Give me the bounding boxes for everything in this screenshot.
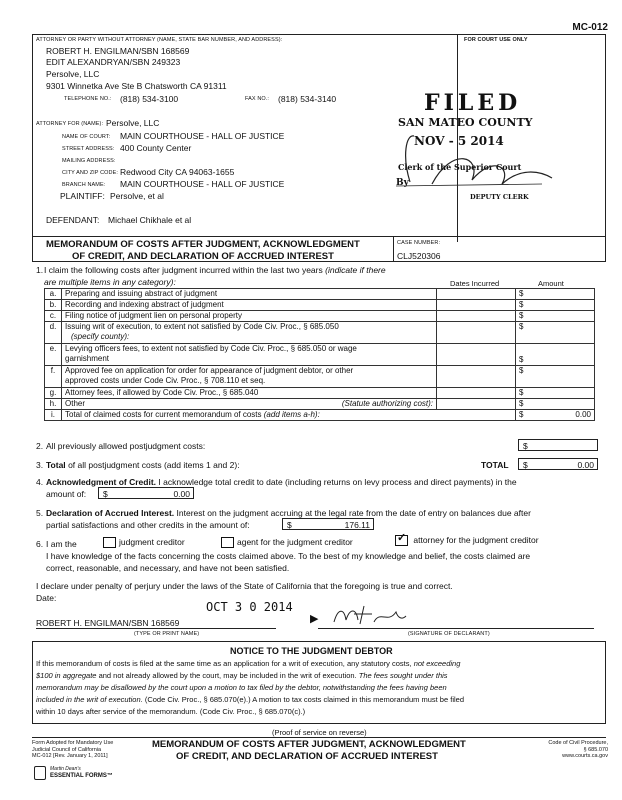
item5-num: 5. xyxy=(36,508,44,518)
clerk-signature xyxy=(392,126,562,198)
printed-name: ROBERT H. ENGILMAN/SBN 168569 xyxy=(36,618,180,628)
date-cell[interactable] xyxy=(437,344,516,366)
date-cell[interactable] xyxy=(437,300,516,311)
opt-attorney: attorney for the judgment creditor xyxy=(413,535,539,545)
form-id: MC-012 xyxy=(572,22,608,33)
item4-text2: amount of: xyxy=(46,489,87,499)
stamp-county: SAN MATEO COUNTY xyxy=(398,116,533,129)
item3-num: 3. xyxy=(36,460,44,470)
item1-text: I claim the following costs after judgment incurred within the last two years xyxy=(44,265,323,275)
attorney-address: 9301 Winnetka Ave Ste B Chatsworth CA 91311 xyxy=(46,81,227,91)
item4-num: 4. xyxy=(36,477,44,487)
branch-value: MAIN COURTHOUSE - HALL OF JUSTICE xyxy=(120,179,285,189)
table-row: d. Issuing writ of execution, to extent not satisfied by Code Civ. Proc., § 685.050 (specify county): $ xyxy=(45,322,595,344)
notice-title: NOTICE TO THE JUDGMENT DEBTOR xyxy=(230,646,393,656)
item6-text: I have knowledge of the facts concerning the costs claimed above. To the best of my knowledge and belief, the costs claimed are xyxy=(46,551,531,561)
item1-num: 1. xyxy=(36,265,44,275)
total-amount-box[interactable]: $ 0.00 xyxy=(518,458,598,470)
signature-label: (SIGNATURE OF DECLARANT) xyxy=(408,631,490,637)
item6-lead: I am the xyxy=(46,539,77,549)
col-dates-incurred: Dates Incurred xyxy=(450,279,500,288)
col-amount: Amount xyxy=(538,279,564,288)
attorney-caption: ATTORNEY OR PARTY WITHOUT ATTORNEY (NAME, STATE BAR NUMBER, AND ADDRESS): xyxy=(36,37,283,43)
footer-right-3: www.courts.ca.gov xyxy=(562,753,608,759)
arrow-icon: ▶ xyxy=(310,613,319,625)
form-title-line1: MEMORANDUM OF COSTS AFTER JUDGMENT, ACKNOWLEDGMENT xyxy=(46,239,360,250)
footer-left-2: Judicial Council of California xyxy=(32,746,102,753)
footer-right-1: Code of Civil Procedure, xyxy=(548,740,608,746)
date-cell[interactable] xyxy=(437,322,516,344)
table-row: a. Preparing and issuing abstract of judgment $ xyxy=(45,289,595,300)
item1-text2: are multiple items in any category): xyxy=(44,277,176,287)
date-cell[interactable] xyxy=(437,399,516,410)
stamp-filed: FILED xyxy=(424,90,522,116)
branch-label: BRANCH NAME: xyxy=(62,182,106,188)
amount-cell[interactable]: $ xyxy=(516,388,595,399)
declaration-date: OCT 3 0 2014 xyxy=(206,600,293,614)
stamp-clerk: Clerk of the Superior Court xyxy=(398,162,522,172)
street-value: 400 County Center xyxy=(120,143,192,153)
defendant-label: DEFENDANT: xyxy=(46,215,100,225)
date-cell[interactable] xyxy=(437,311,516,322)
item3-text: of all postjudgment costs (add items 1 and 2): xyxy=(68,460,240,470)
case-number-label: CASE NUMBER: xyxy=(397,240,441,246)
logo-line-2: ESSENTIAL FORMS™ xyxy=(50,773,113,779)
opt-judgment-creditor: judgment creditor xyxy=(119,537,185,547)
footer-left-1: Form Adopted for Mandatory Use xyxy=(32,740,114,746)
table-row: h. Other (Statute authorizing cost): $ xyxy=(45,399,595,410)
footer-left-3: MC-012 [Rev. January 1, 2011] xyxy=(32,753,108,759)
declarant-signature xyxy=(330,602,410,628)
table-row: i. Total of claimed costs for current memorandum of costs (add items a-h): $ 0.00 xyxy=(45,410,595,421)
attorney-for-label: ATTORNEY FOR (NAME): xyxy=(36,121,104,127)
attorney-name-2: EDIT ALEXANDRYAN/SBN 249323 xyxy=(46,57,181,67)
costs-table xyxy=(44,288,595,421)
essential-forms-logo-icon xyxy=(34,766,46,780)
footer-title-1: MEMORANDUM OF COSTS AFTER JUDGMENT, ACKNOWLEDGMENT xyxy=(152,739,466,750)
plaintiff-value: Persolve, et al xyxy=(110,191,164,201)
attorney-for-value: Persolve, LLC xyxy=(106,118,160,128)
tel-value: (818) 534-3100 xyxy=(120,94,179,104)
opt-agent: agent for the judgment creditor xyxy=(237,537,353,547)
amount-cell[interactable]: $ xyxy=(516,366,595,388)
checkbox-attorney-checked[interactable] xyxy=(395,532,408,546)
item1-text-italic: (indicate if there xyxy=(325,265,386,275)
date-cell[interactable] xyxy=(437,289,516,300)
item5-text2: partial satisfactions and other credits in the amount of: xyxy=(46,520,250,530)
item6-num: 6. xyxy=(36,539,44,549)
defendant-value: Michael Chikhale et al xyxy=(108,215,192,225)
street-label: STREET ADDRESS: xyxy=(62,146,115,152)
item4-bold: Acknowledgment of Credit. xyxy=(46,477,157,487)
item6-text2: correct, reasonable, and necessary, and have not been satisfied. xyxy=(46,563,290,573)
date-cell[interactable] xyxy=(437,366,516,388)
city-value: Redwood City CA 94063-1655 xyxy=(120,167,235,177)
mailing-label: MAILING ADDRESS: xyxy=(62,158,116,164)
stamp-deputy: DEPUTY CLERK xyxy=(470,193,529,201)
table-row: g. Attorney fees, if allowed by Code Civ. Proc., § 685.040 $ xyxy=(45,388,595,399)
amount-cell[interactable]: $ xyxy=(516,344,595,366)
form-title-line2: OF CREDIT, AND DECLARATION OF ACCRUED INTEREST xyxy=(72,251,334,262)
interest-amount-box[interactable]: $ 176.11 xyxy=(282,518,374,530)
court-use-label: FOR COURT USE ONLY xyxy=(464,37,528,43)
item4-text: I acknowledge total credit to date (including returns on levy process and direct payments) in the xyxy=(158,477,517,487)
case-number: CLJ520306 xyxy=(397,251,441,261)
plaintiff-label: PLAINTIFF: xyxy=(60,191,105,201)
type-name-label: (TYPE OR PRINT NAME) xyxy=(134,631,200,637)
court-name-label: NAME OF COURT: xyxy=(62,134,111,140)
amount-cell[interactable]: $ xyxy=(516,322,595,344)
item5-text: Interest on the judgment accruing at the legal rate from the date of entry on balances due after xyxy=(176,508,531,518)
item3-bold: Total xyxy=(46,460,66,470)
checkbox-agent[interactable] xyxy=(221,537,234,548)
footer-title-2: OF CREDIT, AND DECLARATION OF ACCRUED INTEREST xyxy=(176,751,438,762)
fax-label: FAX NO.: xyxy=(245,96,270,102)
declaration-text: I declare under penalty of perjury under the laws of the State of California that the foregoing is true and correct. xyxy=(36,581,453,591)
amount-cell[interactable]: $ xyxy=(516,300,595,311)
attorney-firm: Persolve, LLC xyxy=(46,69,100,79)
credit-amount-box[interactable]: $ 0.00 xyxy=(98,487,194,499)
amount-cell[interactable]: $ xyxy=(516,399,595,410)
date-cell[interactable] xyxy=(437,388,516,399)
amount-cell[interactable]: $ xyxy=(516,311,595,322)
total-label: TOTAL xyxy=(481,460,509,470)
table-row: e. Levying officers fees, to extent not satisfied by Code Civ. Proc., § 685.050 or wage garnishment $ xyxy=(45,344,595,366)
proof-of-service: (Proof of service on reverse) xyxy=(272,728,367,737)
table-row: b. Recording and indexing abstract of judgment $ xyxy=(45,300,595,311)
footer-right-2: § 685.070 xyxy=(583,746,608,753)
item5-bold: Declaration of Accrued Interest. xyxy=(46,508,175,518)
item2-amount-box[interactable]: $ xyxy=(518,439,598,451)
fax-value: (818) 534-3140 xyxy=(278,94,337,104)
checkmark-icon: ✓ xyxy=(397,532,407,545)
item2-text: All previously allowed postjudgment costs: xyxy=(46,441,206,451)
tel-label: TELEPHONE NO.: xyxy=(64,96,112,102)
stamp-by: By xyxy=(396,178,409,188)
amount-cell[interactable]: $ xyxy=(516,289,595,300)
total-costs-cell[interactable]: $ 0.00 xyxy=(516,410,595,421)
attorney-name: ROBERT H. ENGILMAN/SBN 168569 xyxy=(46,46,190,56)
city-label: CITY AND ZIP CODE: xyxy=(62,170,118,176)
item2-num: 2. xyxy=(36,441,44,451)
table-row: c. Filing notice of judgment lien on personal property $ xyxy=(45,311,595,322)
stamp-date: NOV - 5 2014 xyxy=(414,134,504,148)
court-name: MAIN COURTHOUSE - HALL OF JUSTICE xyxy=(120,131,285,141)
logo-line-1: Martin Dean's xyxy=(50,766,81,772)
table-row: f. Approved fee on application for order for appearance of judgment debtor, or other approved costs under Code Civ. Proc., § 708.110 et seq. $ xyxy=(45,366,595,388)
checkbox-judgment-creditor[interactable] xyxy=(103,537,116,548)
date-label: Date: xyxy=(36,593,57,603)
